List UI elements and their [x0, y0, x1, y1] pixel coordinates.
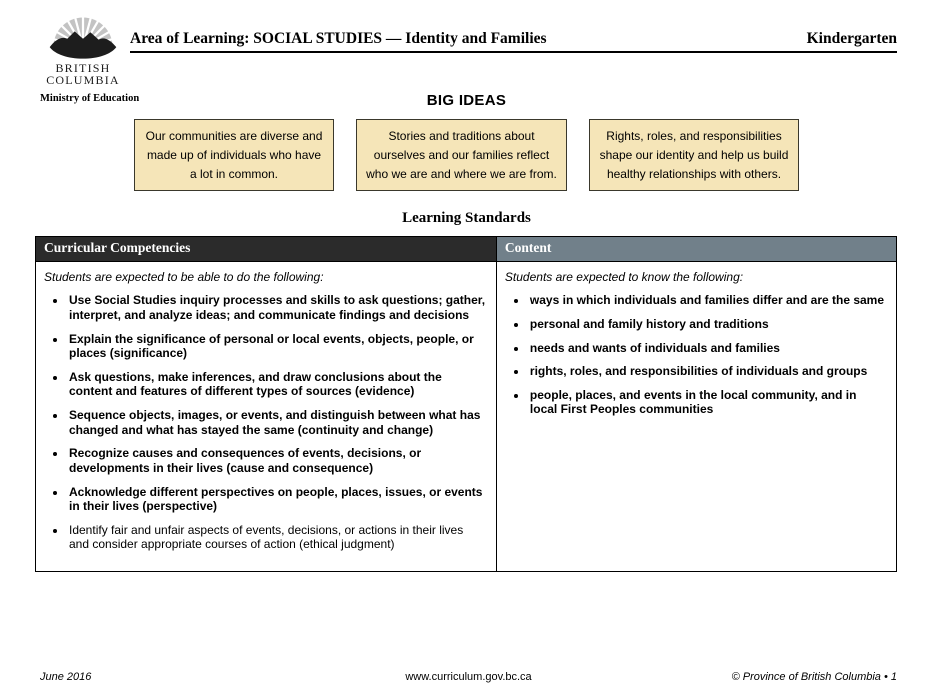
big-idea-box-3: Rights, roles, and responsibilities shape our identity and help us build healthy relationships with others. — [589, 119, 799, 191]
big-idea-box-2: Stories and traditions about ourselves and our families reflect who we are and where we are from. — [356, 119, 567, 191]
competency-bullet: • Acknowledge different perspectives on people, places, issues, or events in their lives (perspective) — [67, 485, 486, 514]
content-bullet: • ways in which individuals and families differ and are the same — [528, 293, 886, 308]
content-bullet-list — [528, 293, 886, 417]
learning-standards-table — [35, 236, 897, 572]
content-intro: Students are expected to know the following: — [504, 270, 744, 285]
curricular-competencies-column-header: Curricular Competencies — [36, 237, 497, 262]
title-bar — [130, 30, 897, 53]
content-bullet: • people, places, and events in the local community, and in local First Peoples communities — [528, 388, 886, 417]
big-idea-box-1: Our communities are diverse and made up of individuals who have a lot in common. — [134, 119, 334, 191]
competencies-bullet-list — [67, 293, 486, 552]
ministry-label: Ministry of Education — [40, 93, 140, 105]
learning-standards-heading: Learning Standards — [402, 210, 531, 227]
curricular-competencies-cell — [36, 262, 497, 571]
competency-bullet: • Recognize causes and consequences of events, decisions, or developments in their lives (cause and consequence) — [67, 446, 486, 475]
grade-label: Kindergarten — [806, 30, 897, 47]
competency-bullet: • Explain the significance of personal or local events, objects, people, or places (significance) — [67, 332, 486, 361]
bc-sunrise-mountains-icon — [46, 10, 120, 62]
document-header — [0, 0, 933, 104]
competency-bullet: • Ask questions, make inferences, and draw conclusions about the content and features of different types of sources (evidence) — [67, 370, 486, 399]
content-cell — [497, 262, 896, 571]
competency-bullet: • Identify fair and unfair aspects of events, decisions, or actions in their lives and consider appropriate courses of action (ethical judgment) — [67, 523, 486, 552]
big-ideas-row — [0, 119, 933, 191]
footer-date: June 2016 — [40, 671, 92, 683]
content-bullet: • personal and family history and traditions — [528, 317, 886, 332]
logo-text-columbia: COLUMBIA — [46, 73, 120, 88]
competencies-intro: Students are expected to be able to do the following: — [44, 270, 324, 285]
competency-bullet: • Sequence objects, images, or events, and distinguish between what has changed and what has stayed the same (continuity and change) — [67, 408, 486, 437]
content-bullet: • needs and wants of individuals and families — [528, 341, 886, 356]
logo-text-british: BRITISH — [55, 61, 111, 75]
bc-government-logo — [40, 10, 140, 105]
page-footer — [40, 671, 897, 683]
content-bullet: • rights, roles, and responsibilities of individuals and groups — [528, 364, 886, 379]
content-column-header: Content — [497, 237, 896, 262]
competency-bullet: • Use Social Studies inquiry processes and skills to ask questions; gather, interpret, and analyze ideas; and communicate findings and decisions — [67, 293, 486, 322]
footer-copyright: © Province of British Columbia • 1 — [731, 671, 897, 683]
footer-url: www.curriculum.gov.bc.ca — [405, 671, 532, 683]
big-ideas-heading: BIG IDEAS — [426, 92, 507, 110]
page-title: Area of Learning: SOCIAL STUDIES — Identity and Families — [130, 30, 547, 47]
